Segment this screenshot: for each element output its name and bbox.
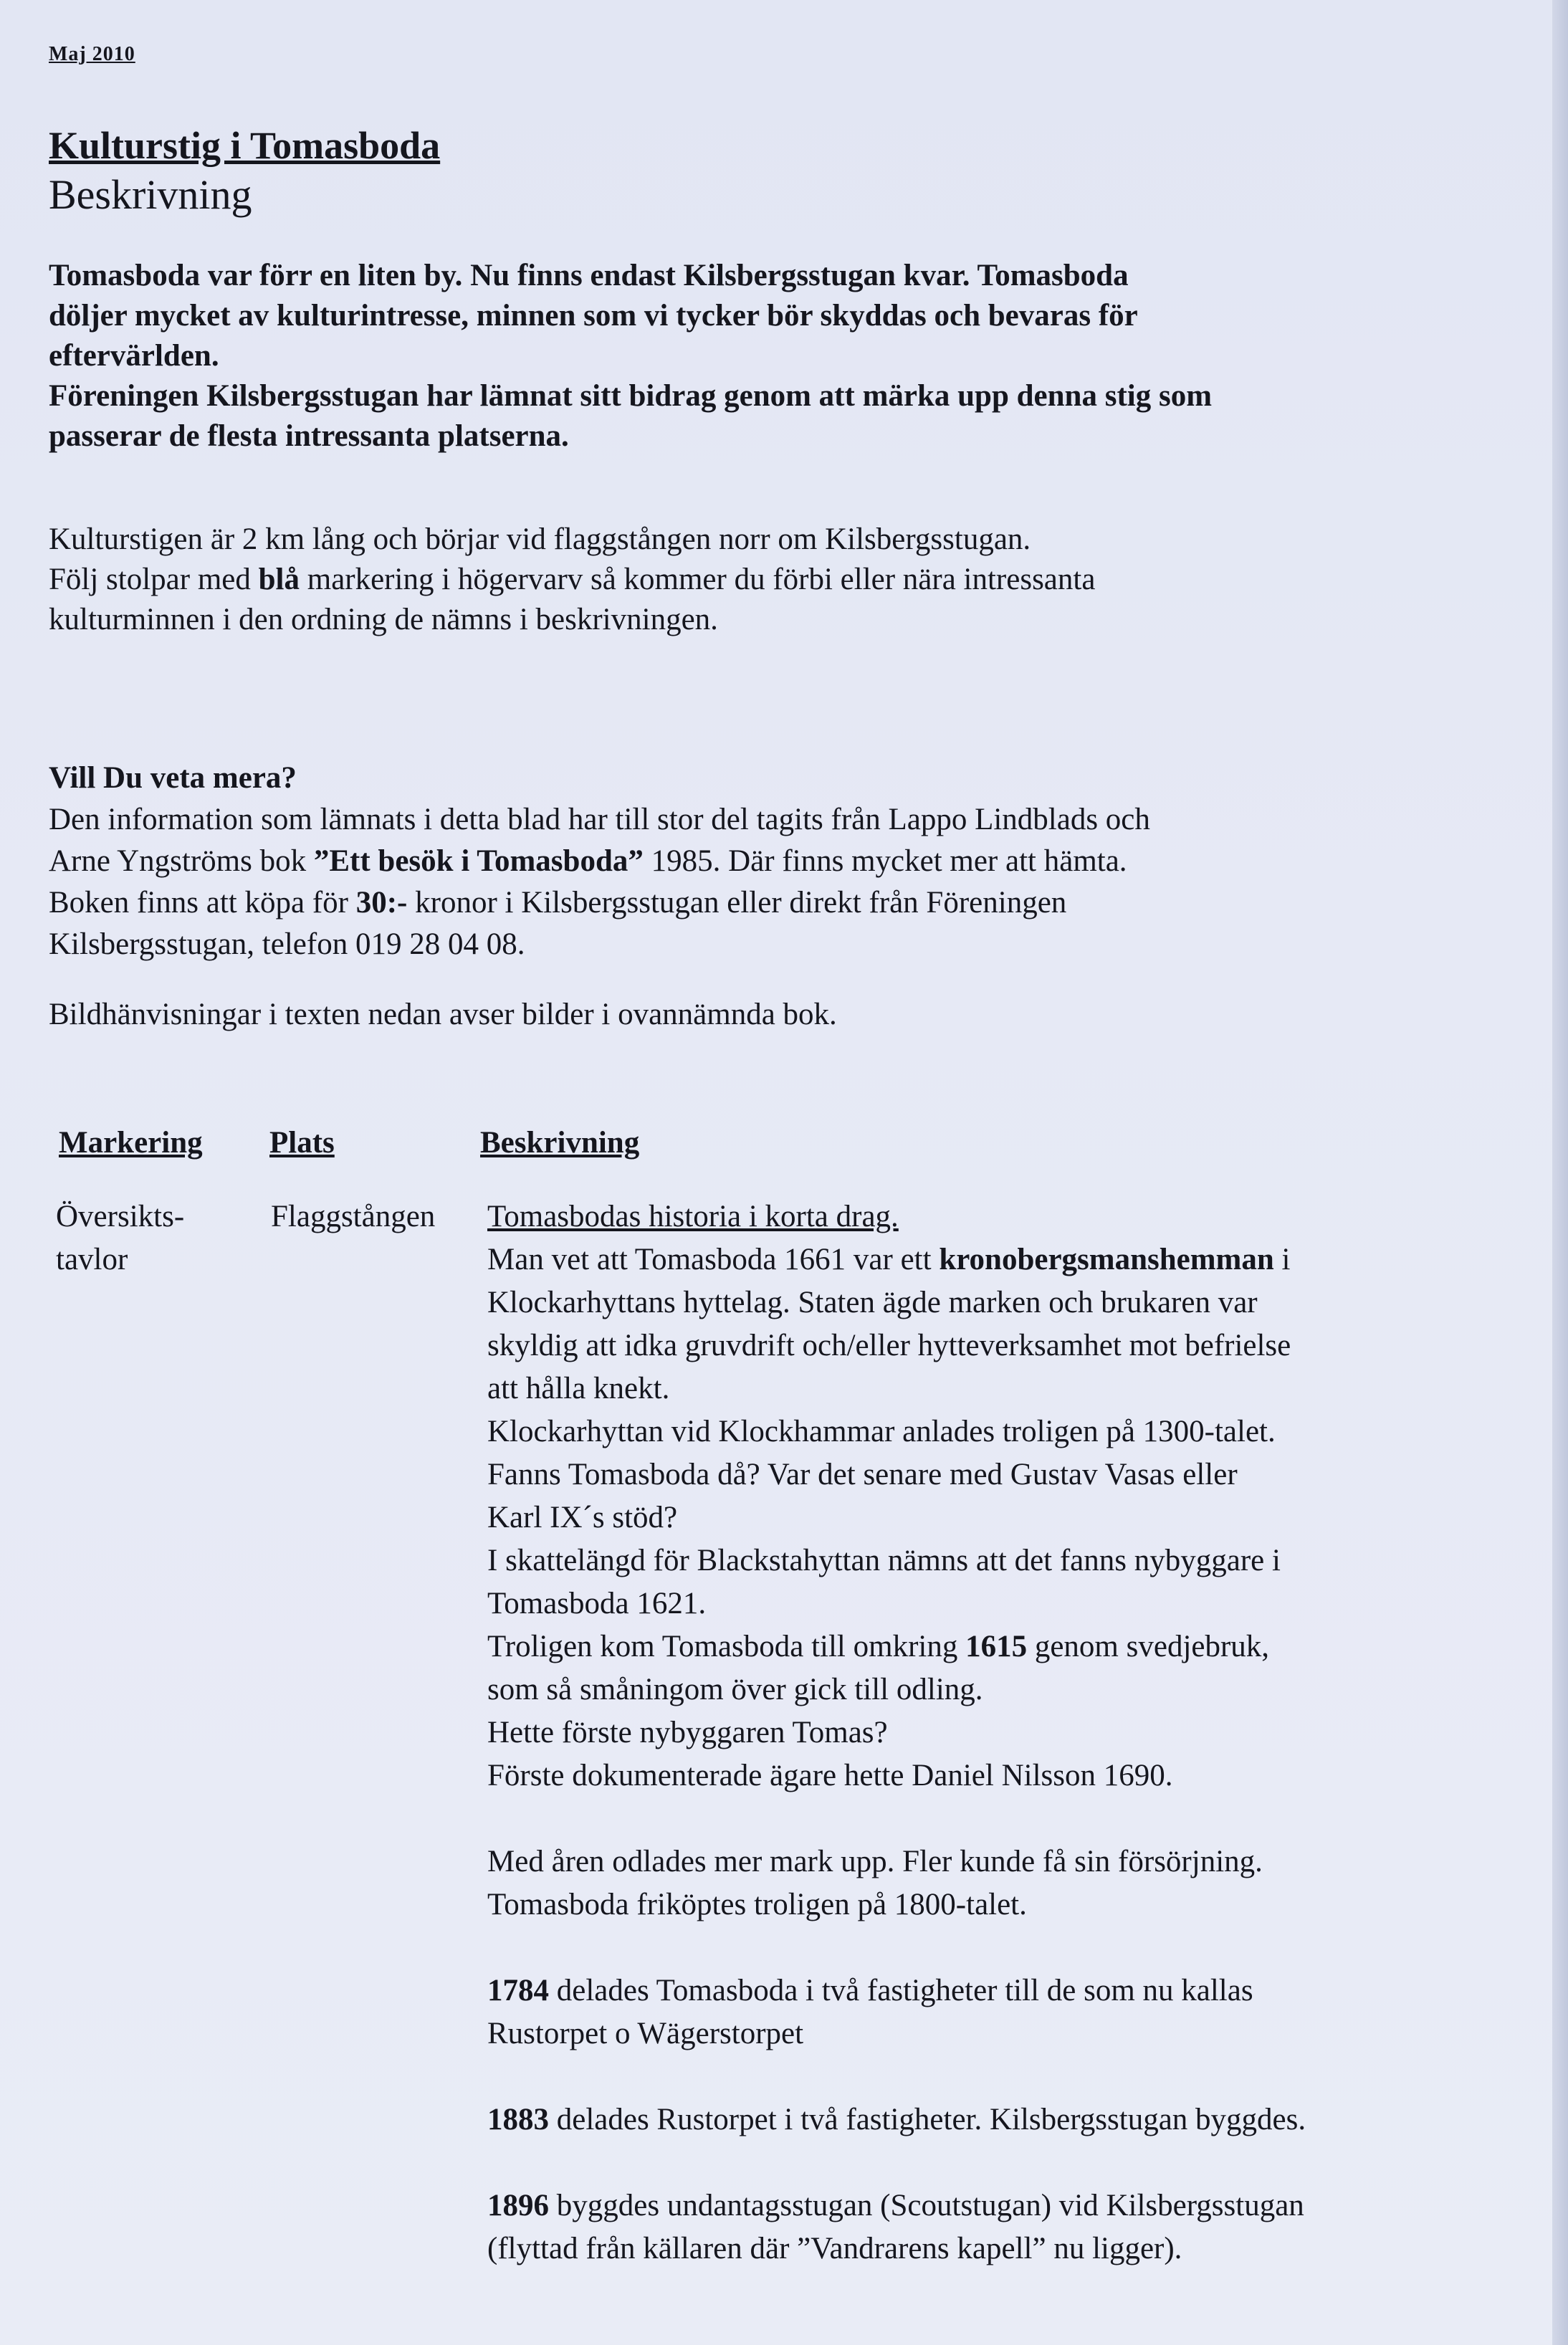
row-beskrivning [487, 1195, 1505, 2270]
intro-paragraph [49, 256, 1511, 457]
history-line [487, 2184, 1505, 2227]
intro-line: eftervärlden. [49, 339, 219, 373]
more-info-line: Den information som lämnats i detta blad har till stor del tagits från Lappo Lindblads och [49, 803, 1150, 836]
trail-line [49, 560, 1511, 600]
more-info-text: Boken finns att köpa för [49, 886, 356, 920]
history-year: 1896 [487, 2189, 549, 2222]
document-date: Maj 2010 [49, 43, 135, 65]
history-line: Rustorpet o Wägerstorpet [487, 2017, 804, 2050]
history-line: Klockarhyttans hyttelag. Staten ägde marken och brukaren var [487, 1286, 1258, 1319]
trail-text: markering i högervarv så kommer du förbi eller nära intressanta [300, 563, 1096, 596]
more-info-text: 1985. Där finns mycket mer att hämta. [643, 844, 1127, 878]
history-line: att hålla knekt. [487, 1372, 670, 1405]
history-line: skyldig att idka gruvdrift och/eller hytteverksamhet mot befrielse [487, 1329, 1291, 1362]
history-text: i [1273, 1243, 1291, 1276]
history-text: Troligen kom Tomasboda till omkring [487, 1630, 966, 1663]
history-line: som så småningom över gick till odling. [487, 1673, 983, 1706]
trail-line: kulturminnen i den ordning de nämns i beskrivningen. [49, 603, 718, 636]
history-year: 1784 [487, 1974, 549, 2007]
intro-line: Tomasboda var förr en liten by. Nu finns endast Kilsbergsstugan kvar. Tomasboda [49, 259, 1129, 292]
trail-line: Kulturstigen är 2 km lång och börjar vid flaggstången norr om Kilsbergsstugan. [49, 522, 1031, 556]
row-plats: Flaggstången [271, 1200, 436, 1233]
history-line: Klockarhyttan vid Klockhammar anlades troligen på 1300-talet. [487, 1415, 1276, 1448]
history-text: genom svedjebruk, [1027, 1630, 1270, 1663]
trail-paragraph [49, 520, 1511, 640]
history-line [487, 1969, 1505, 2012]
history-line: Med åren odlades mer mark upp. Fler kunde få sin försörjning. [487, 1845, 1263, 1878]
history-heading: Tomasbodas historia i korta drag. [487, 1200, 899, 1233]
more-info-line [49, 882, 1511, 924]
document-content [49, 43, 1511, 2270]
history-text: Man vet att Tomasboda 1661 var ett [487, 1243, 940, 1276]
history-line: Karl IX´s stöd? [487, 1501, 678, 1534]
intro-line: döljer mycket av kulturintresse, minnen som vi tycker bör skyddas och bevaras för [49, 299, 1138, 333]
table-row [49, 1195, 1511, 2270]
trail-marker-color: blå [258, 563, 300, 596]
row-markering: Översikts- tavlor [56, 1200, 185, 1276]
more-info-heading: Vill Du veta mera? [49, 761, 297, 795]
history-line [487, 1238, 1505, 1281]
document-subtitle: Beskrivning [49, 171, 252, 218]
history-line [487, 2098, 1505, 2141]
history-line: Tomasboda 1621. [487, 1587, 707, 1620]
trail-text: Följ stolpar med [49, 563, 259, 596]
history-line: Hette förste nybyggaren Tomas? [487, 1716, 888, 1749]
history-line: Tomasboda friköptes troligen på 1800-talet. [487, 1888, 1027, 1921]
column-header-plats: Plats [269, 1126, 335, 1160]
table-header [49, 1125, 1511, 1168]
page-edge [1552, 0, 1568, 2345]
more-info-text: Arne Yngströms bok [49, 844, 314, 878]
history-term: kronobergsmanshemman [939, 1243, 1274, 1276]
image-references-note: Bildhänvisningar i texten nedan avser bilder i ovannämnda bok. [49, 998, 837, 1031]
history-line: Förste dokumenterade ägare hette Daniel Nilsson 1690. [487, 1759, 1173, 1792]
more-info-line [49, 841, 1511, 882]
more-info-section [49, 758, 1511, 965]
column-header-beskrivning: Beskrivning [480, 1126, 640, 1160]
column-header-markering: Markering [59, 1126, 203, 1160]
more-info-line: Kilsbergsstugan, telefon 019 28 04 08. [49, 927, 525, 961]
history-line: Fanns Tomasboda då? Var det senare med Gustav Vasas eller [487, 1458, 1238, 1491]
history-text: delades Rustorpet i två fastigheter. Kilsbergsstugan byggdes. [549, 2103, 1306, 2136]
history-line: (flyttad från källaren där ”Vandrarens kapell” nu ligger). [487, 2232, 1182, 2265]
history-year: 1615 [965, 1630, 1028, 1663]
history-text: byggdes undantagsstugan (Scoutstugan) vid Kilsbergsstugan [549, 2189, 1304, 2222]
book-price: 30:- [355, 886, 408, 920]
history-line [487, 1625, 1505, 1668]
history-line: I skattelängd för Blackstahyttan nämns att det fanns nybyggare i [487, 1544, 1281, 1577]
intro-line: Föreningen Kilsbergsstugan har lämnat sitt bidrag genom att märka upp denna stig som [49, 379, 1213, 413]
history-text: delades Tomasboda i två fastigheter till de som nu kallas [549, 1974, 1253, 2007]
more-info-text: kronor i Kilsbergsstugan eller direkt från Föreningen [407, 886, 1067, 920]
intro-line: passerar de flesta intressanta platserna. [49, 419, 569, 453]
document-title: Kulturstig i Tomasboda [49, 124, 441, 167]
history-year: 1883 [487, 2103, 549, 2136]
book-title: ”Ett besök i Tomasboda” [313, 844, 644, 878]
